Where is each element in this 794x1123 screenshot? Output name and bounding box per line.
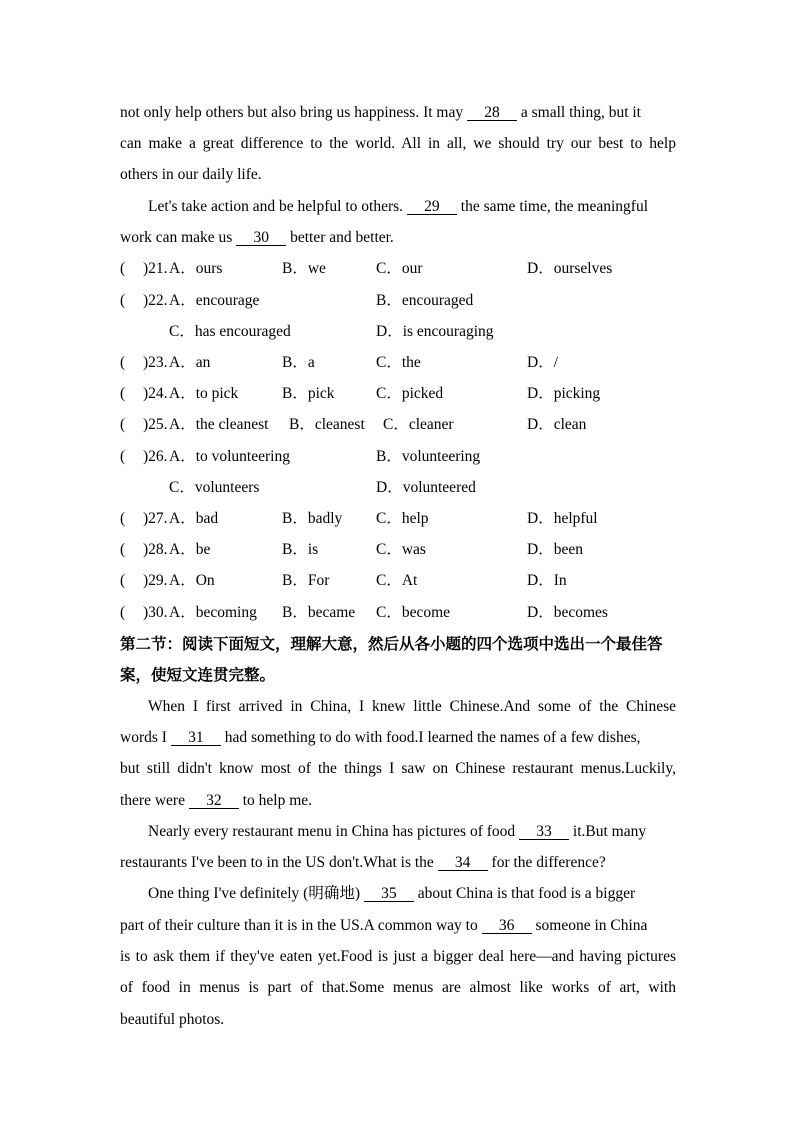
option-a[interactable]: A．On <box>169 572 215 589</box>
blank-35: 35 <box>364 886 414 902</box>
option-c[interactable]: C．was <box>376 541 426 558</box>
passage-line: part of their culture than it is in the US.A common way to 36 someone in China <box>120 917 648 934</box>
option-b[interactable]: B．volunteering <box>376 448 481 465</box>
blank-33: 33 <box>519 824 569 840</box>
option-b[interactable]: B．encouraged <box>376 292 474 309</box>
question-number: )28. <box>143 541 168 558</box>
option-d[interactable]: D．picking <box>527 385 601 402</box>
answer-paren[interactable]: ( <box>120 572 126 589</box>
option-d[interactable]: D．ourselves <box>527 260 613 277</box>
answer-paren[interactable]: ( <box>120 292 126 309</box>
answer-paren[interactable]: ( <box>120 448 126 465</box>
answer-paren[interactable]: ( <box>120 385 126 402</box>
option-b[interactable]: B．cleanest <box>289 416 365 433</box>
passage-line: others in our daily life. <box>120 166 262 183</box>
option-d[interactable]: D．becomes <box>527 604 608 621</box>
option-b[interactable]: B．pick <box>282 385 335 402</box>
option-c[interactable]: C．has encouraged <box>169 323 291 340</box>
option-d[interactable]: D．helpful <box>527 510 598 527</box>
passage-line: One thing I've definitely (明确地) 35 about China is that food is a bigger <box>148 885 636 902</box>
blank-32: 32 <box>189 793 239 809</box>
option-c[interactable]: C．picked <box>376 385 444 402</box>
option-c[interactable]: C．the <box>376 354 421 371</box>
option-b[interactable]: B．a <box>282 354 315 371</box>
blank-31: 31 <box>171 730 221 746</box>
passage-line: Nearly every restaurant menu in China has pictures of food 33 it.But many <box>148 823 647 840</box>
option-c[interactable]: C．At <box>376 572 418 589</box>
option-c[interactable]: C．cleaner <box>383 416 454 433</box>
option-b[interactable]: B．For <box>282 572 330 589</box>
passage-line: Let's take action and be helpful to others. 29 the same time, the meaningful <box>148 198 649 215</box>
option-a[interactable]: A．becoming <box>169 604 257 621</box>
answer-paren[interactable]: ( <box>120 541 126 558</box>
blank-30: 30 <box>236 230 286 246</box>
question-number: )22. <box>143 292 168 309</box>
option-d[interactable]: D．clean <box>527 416 587 433</box>
answer-paren[interactable]: ( <box>120 260 126 277</box>
option-d[interactable]: D．is encouraging <box>376 323 494 340</box>
option-a[interactable]: A．to pick <box>169 385 239 402</box>
option-a[interactable]: A．bad <box>169 510 219 527</box>
option-c[interactable]: C．volunteers <box>169 479 260 496</box>
passage-line: When I first arrived in China, I knew little Chinese.And some of the Chinese <box>148 698 676 715</box>
question-number: )26. <box>143 448 168 465</box>
answer-paren[interactable]: ( <box>120 416 126 433</box>
question-number: )27. <box>143 510 168 527</box>
option-a[interactable]: A．an <box>169 354 211 371</box>
option-a[interactable]: A．be <box>169 541 211 558</box>
option-b[interactable]: B．is <box>282 541 319 558</box>
option-d[interactable]: D．/ <box>527 354 559 371</box>
passage-line: can make a great difference to the world. All in all, we should try our best to help <box>120 135 676 152</box>
question-number: )24. <box>143 385 168 402</box>
option-b[interactable]: B．badly <box>282 510 343 527</box>
passage-line: there were 32 to help me. <box>120 792 313 809</box>
blank-36: 36 <box>482 918 532 934</box>
option-a[interactable]: A．encourage <box>169 292 260 309</box>
option-c[interactable]: C．become <box>376 604 451 621</box>
question-number: )23. <box>143 354 168 371</box>
passage-line: not only help others but also bring us happiness. It may 28 a small thing, but it <box>120 104 641 121</box>
option-a[interactable]: A．the cleanest <box>169 416 269 433</box>
passage-line: restaurants I've been to in the US don't.What is the 34 for the difference? <box>120 854 606 871</box>
question-number: )25. <box>143 416 168 433</box>
option-b[interactable]: B．became <box>282 604 356 621</box>
option-c[interactable]: C．our <box>376 260 423 277</box>
section-heading: 案，使短文连贯完整。 <box>120 666 276 684</box>
blank-34: 34 <box>438 855 488 871</box>
option-a[interactable]: A．to volunteering <box>169 448 290 465</box>
question-number: )21. <box>143 260 168 277</box>
blank-28: 28 <box>467 105 517 121</box>
question-number: )30. <box>143 604 168 621</box>
answer-paren[interactable]: ( <box>120 604 126 621</box>
option-a[interactable]: A．ours <box>169 260 223 277</box>
passage-line: words I 31 had something to do with food.I learned the names of a few dishes, <box>120 729 641 746</box>
option-d[interactable]: D．been <box>527 541 583 558</box>
option-c[interactable]: C．help <box>376 510 429 527</box>
blank-29: 29 <box>407 199 457 215</box>
answer-paren[interactable]: ( <box>120 354 126 371</box>
option-d[interactable]: D．In <box>527 572 567 589</box>
passage-line: but still didn't know most of the things I saw on Chinese restaurant menus.Luckily, <box>120 760 676 777</box>
option-b[interactable]: B．we <box>282 260 326 277</box>
passage-line: is to ask them if they've eaten yet.Food is just a bigger deal here—and having pictures <box>120 948 676 965</box>
option-d[interactable]: D．volunteered <box>376 479 476 496</box>
passage-line: beautiful photos. <box>120 1011 225 1028</box>
answer-paren[interactable]: ( <box>120 510 126 527</box>
passage-line: of food in menus is part of that.Some menus are almost like works of art, with <box>120 979 676 996</box>
section-heading: 第二节：阅读下面短文，理解大意，然后从各小题的四个选项中选出一个最佳答 <box>120 635 663 653</box>
passage-line: work can make us 30 better and better. <box>120 229 394 246</box>
question-number: )29. <box>143 572 168 589</box>
